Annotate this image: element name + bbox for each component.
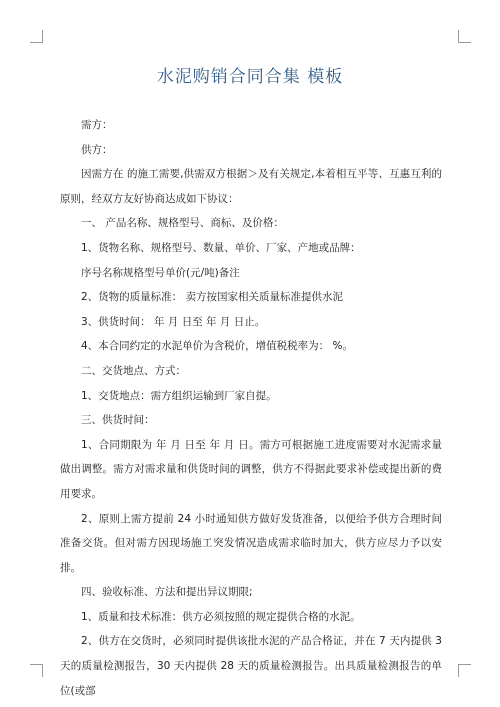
heading-section-3: 三、供货时间： bbox=[81, 414, 155, 427]
paragraph-buyer: 需方： bbox=[81, 119, 113, 131]
crop-mark-top-right bbox=[458, 30, 471, 43]
heading-section-4: 四、验收标准、方法和提出异议期限; bbox=[81, 586, 253, 599]
crop-mark-top-left bbox=[30, 30, 43, 43]
paragraph-1-2: 2、货物的质量标准： 卖方按国家相关质量标准提供水泥 bbox=[81, 291, 344, 304]
paragraph-1-4: 4、本合同约定的水泥单价为含税价，增值税税率为： %。 bbox=[81, 340, 353, 353]
paragraph-4-1: 1、质量和技术标准：供方必须按照的规定提供合格的水泥。 bbox=[81, 610, 361, 623]
crop-mark-bottom-left bbox=[30, 664, 43, 677]
paragraph-2-1: 1、交货地点：需方组织运输到厂家自提。 bbox=[81, 389, 277, 402]
paragraph-3-2: 2、原则上需方提前 24 小时通知供方做好发货准备，以便给予供方合理时间准备交货。但对需方因现场施工突发情况造成需求临时加大，供方应尽力予以安排。 bbox=[60, 512, 442, 574]
paragraph-preamble: 因需方在 的施工需要,供需双方根据＞及有关规定,本着相互平等、互惠互利的原则，经双方友好协商达成如下协议： bbox=[60, 168, 442, 205]
heading-section-2: 二、交货地点、方式： bbox=[81, 364, 186, 377]
document-title: 水泥购销合同合集 模板 bbox=[156, 67, 344, 87]
heading-section-1: 一、 产品名称、规格型号、商标、及价格： bbox=[81, 217, 284, 230]
paragraph-supplier: 供方： bbox=[81, 143, 113, 156]
paragraph-table-header: 序号名称规格型号单价(元/吨)备注 bbox=[81, 266, 240, 279]
crop-mark-bottom-right bbox=[458, 664, 471, 677]
paragraph-3-1: 1、合同期限为 年 月 日至 年 月 日。需方可根据施工进度需要对水泥需求量做出调整。需方对需求量和供货时间的调整，供方不得据此要求补偿或提出新的费用要求。 bbox=[60, 438, 442, 500]
document-body bbox=[60, 113, 442, 703]
paragraph-4-2: 2、供方在交货时，必须同时提供该批水泥的产品合格证，并在 7 天内提供 3 天的质量检测报告，30 天内提供 28 天的质量检测报告。出具质量检测报告的单位(或部 bbox=[60, 635, 442, 697]
paragraph-1-3: 3、供货时间： 年 月 日至 年 月 日止。 bbox=[81, 315, 266, 328]
paragraph-1-1: 1、货物名称、规格型号、数量、单价、厂家、产地或品牌： bbox=[81, 241, 361, 254]
